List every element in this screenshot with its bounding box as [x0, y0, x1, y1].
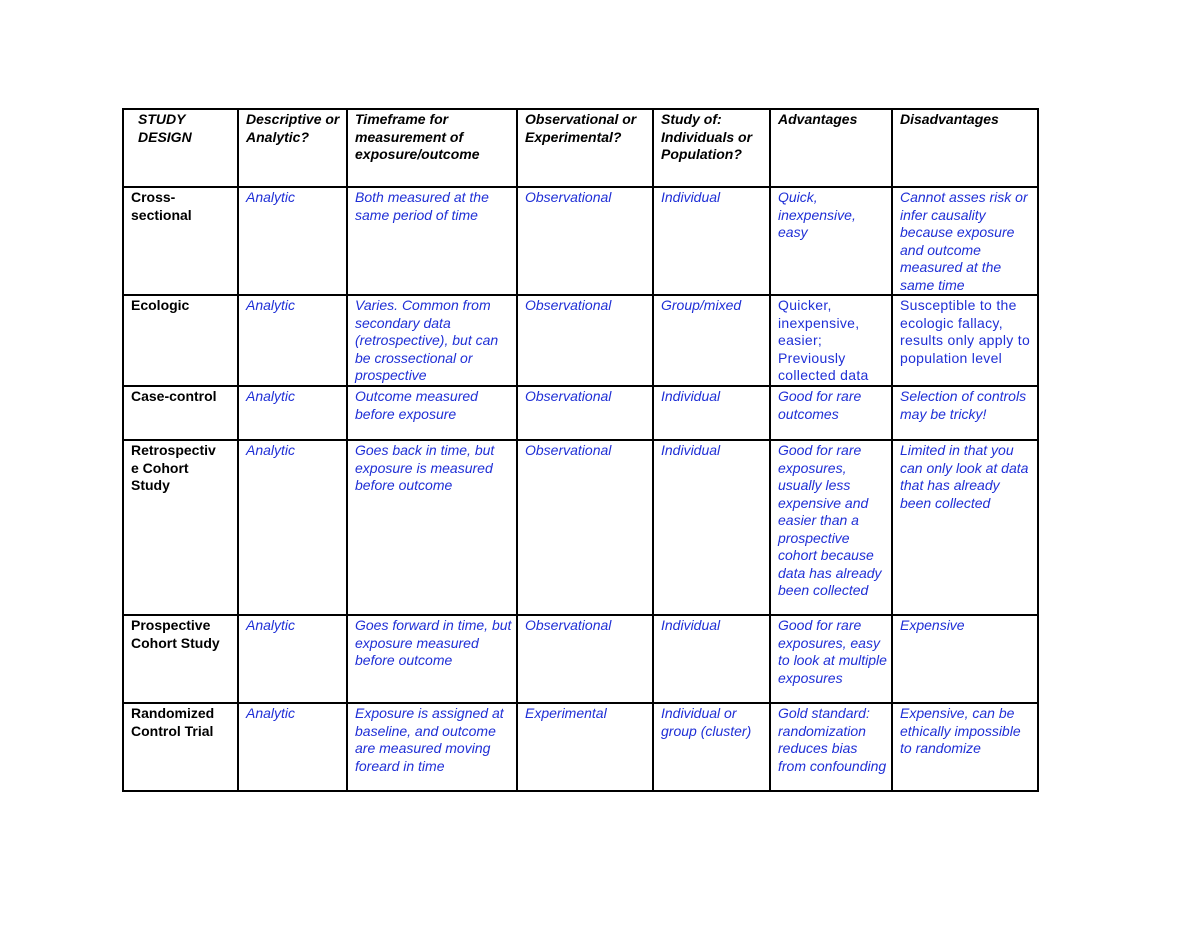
row-advantages: Good for rare exposures, usually less expensive and easier than a prospective cohort because data has already been collected: [770, 440, 892, 615]
table-row: [123, 703, 1038, 791]
row-advantages: Good for rare outcomes: [770, 386, 892, 440]
row-study-of: Individual: [653, 187, 770, 295]
row-type: Analytic: [238, 615, 347, 703]
header-observational-experimental: Observational or Experimental?: [517, 109, 653, 187]
row-disadvantages: Expensive: [892, 615, 1038, 703]
row-type: Analytic: [238, 703, 347, 791]
row-disadvantages: Limited in that you can only look at data that has already been collected: [892, 440, 1038, 615]
row-observational: Observational: [517, 440, 653, 615]
row-design-label: Prospective Cohort Study: [123, 615, 238, 703]
row-type: Analytic: [238, 295, 347, 386]
row-study-of: Individual or group (cluster): [653, 703, 770, 791]
row-timeframe: Goes back in time, but exposure is measured before outcome: [347, 440, 517, 615]
row-disadvantages: Selection of controls may be tricky!: [892, 386, 1038, 440]
row-observational: Observational: [517, 295, 653, 386]
row-type: Analytic: [238, 386, 347, 440]
study-design-table: [122, 108, 1039, 792]
table-row: [123, 187, 1038, 295]
row-study-of: Individual: [653, 386, 770, 440]
table-row: [123, 440, 1038, 615]
row-timeframe: Varies. Common from secondary data (retrospective), but can be crossectional or prospective: [347, 295, 517, 386]
row-disadvantages: Expensive, can be ethically impossible to randomize: [892, 703, 1038, 791]
row-advantages: Quick, inexpensive, easy: [770, 187, 892, 295]
row-observational: Observational: [517, 615, 653, 703]
row-advantages: Quicker, inexpensive, easier; Previously collected data: [770, 295, 892, 386]
row-advantages: Good for rare exposures, easy to look at multiple exposures: [770, 615, 892, 703]
row-design-label: Ecologic: [123, 295, 238, 386]
row-advantages: Gold standard: randomization reduces bias from confounding: [770, 703, 892, 791]
table-row: [123, 295, 1038, 386]
row-study-of: Group/mixed: [653, 295, 770, 386]
row-type: Analytic: [238, 187, 347, 295]
header-timeframe: Timeframe for measurement of exposure/outcome: [347, 109, 517, 187]
row-design-label: Retrospectiv e Cohort Study: [123, 440, 238, 615]
header-study-design: STUDY DESIGN: [123, 109, 238, 187]
row-type: Analytic: [238, 440, 347, 615]
row-observational: Observational: [517, 386, 653, 440]
table-row: [123, 615, 1038, 703]
row-timeframe: Outcome measured before exposure: [347, 386, 517, 440]
row-observational: Experimental: [517, 703, 653, 791]
row-timeframe: Exposure is assigned at baseline, and outcome are measured moving foreard in time: [347, 703, 517, 791]
row-study-of: Individual: [653, 440, 770, 615]
header-row: [123, 109, 1038, 187]
header-disadvantages: Disadvantages: [892, 109, 1038, 187]
header-advantages: Advantages: [770, 109, 892, 187]
row-disadvantages: Susceptible to the ecologic fallacy, results only apply to population level: [892, 295, 1038, 386]
row-timeframe: Goes forward in time, but exposure measured before outcome: [347, 615, 517, 703]
row-design-label: Case-control: [123, 386, 238, 440]
table-row: [123, 386, 1038, 440]
row-disadvantages: Cannot asses risk or infer causality because exposure and outcome measured at the same time: [892, 187, 1038, 295]
row-design-label: Randomized Control Trial: [123, 703, 238, 791]
row-timeframe: Both measured at the same period of time: [347, 187, 517, 295]
row-design-label: Cross- sectional: [123, 187, 238, 295]
row-study-of: Individual: [653, 615, 770, 703]
header-study-of: Study of: Individuals or Population?: [653, 109, 770, 187]
row-observational: Observational: [517, 187, 653, 295]
header-descriptive-analytic: Descriptive or Analytic?: [238, 109, 347, 187]
